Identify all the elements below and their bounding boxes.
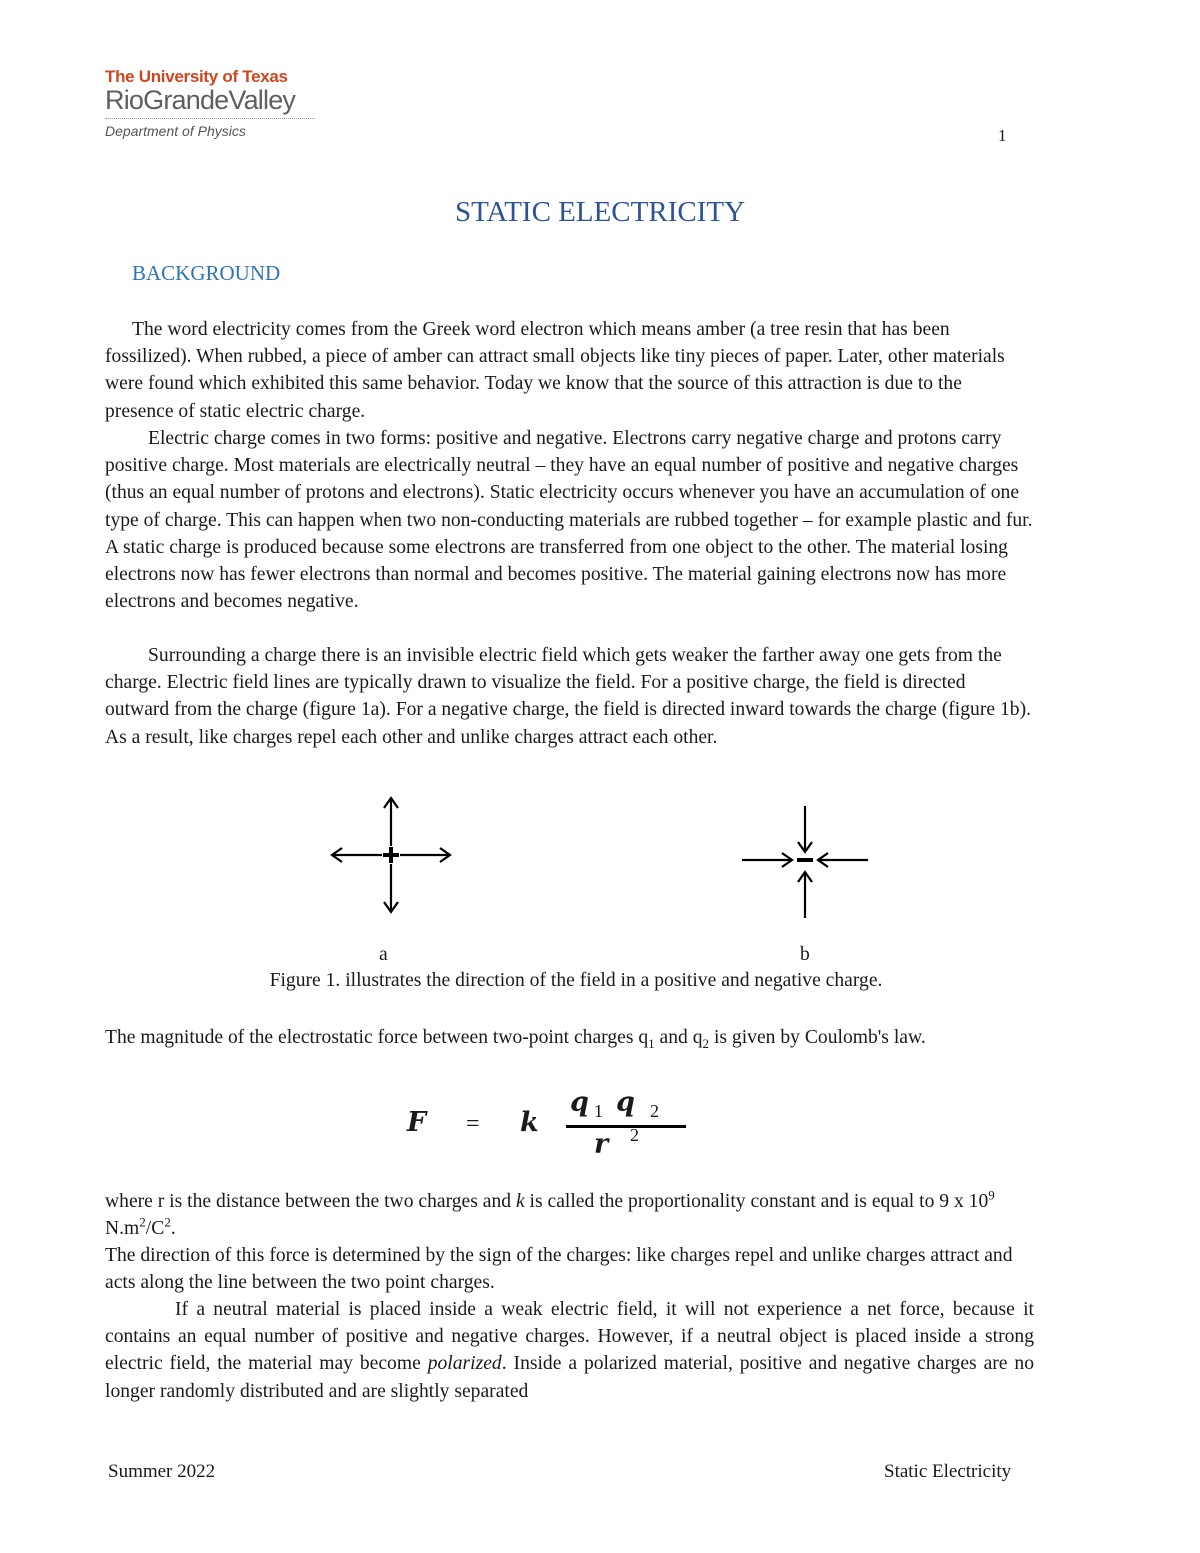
figure-label-a: a <box>379 944 388 965</box>
text: where r is the distance between the two charges and <box>105 1191 516 1212</box>
page-title: STATIC ELECTRICITY <box>454 196 746 228</box>
subscript: 2 <box>702 1035 710 1051</box>
fraction-bar <box>566 1125 686 1128</box>
coulomb-formula <box>380 1083 720 1173</box>
formula-r: r <box>594 1129 609 1160</box>
formula-sub1: 1 <box>594 1101 603 1121</box>
formula-exponent: 2 <box>630 1125 639 1145</box>
emphasis: polarized <box>427 1353 502 1375</box>
figure-label-b: b <box>800 944 810 965</box>
subscript: 1 <box>648 1035 655 1051</box>
formula-q1: q <box>570 1087 589 1118</box>
figure-caption: Figure 1. illustrates the direction of the field in a positive and negative charge. <box>269 970 883 991</box>
footer-right: Static Electricity <box>884 1461 1012 1482</box>
text: If a neutral material is placed inside a weak electric field, it will not experience a net force, because it contains an equal number of positive and negative charges. However, if a neutral object is placed inside a strong electric field, the material may become <box>105 1299 1034 1375</box>
section-heading: BACKGROUND <box>132 261 281 285</box>
text: . Inside a polarized material, positive and negative charges are no longer randomly distributed and are slightly separated <box>105 1353 1034 1402</box>
paragraph-constant <box>105 1188 1034 1242</box>
figure-1a-positive-charge <box>328 792 454 918</box>
paragraph-2: Electric charge comes in two forms: positive and negative. Electrons carry negative charge and protons carry positive charge. Most materials are electrically neutral – they have an equal number of positive and negative charges (thus an equal number of protons and electrons). Static electricity occurs whenever you have an accumulation of one type of charge. This can happen when two non-conducting materials are rubbed together – for example plastic and fur. A static charge is produced because some electrons are transferred from one object to the other. The material losing electrons now has fewer electrons than normal and becomes positive. The material gaining electrons now has more electrons and becomes negative. <box>105 428 1033 613</box>
paragraph-polarization <box>105 1296 1034 1405</box>
superscript: 9 <box>988 1187 995 1203</box>
formula-equals: = <box>466 1111 480 1137</box>
formula-sub2: 2 <box>650 1101 659 1121</box>
logo-university-name: The University of Texas <box>105 67 288 86</box>
superscript: 2 <box>139 1214 146 1230</box>
plus-sign-icon <box>383 847 399 863</box>
logo-campus-name: RioGrandeValley <box>105 85 296 115</box>
formula-F: F <box>407 1107 427 1138</box>
logo-divider <box>105 118 315 119</box>
formula-q2: q <box>616 1087 635 1118</box>
paragraph-3: Surrounding a charge there is an invisible electric field which gets weaker the farther away one gets from the charge. Electric field lines are typically drawn to visualize the field. For a positive charge, the field is directed outward from the charge (figure 1a). For a negative charge, the field is directed inward towards the charge (figure 1b). As a result, like charges repel each other and unlike charges attract each other. <box>105 645 1031 748</box>
superscript: 2 <box>164 1214 171 1230</box>
figure-1b-negative-charge <box>740 800 870 924</box>
text: and q <box>654 1027 703 1048</box>
page-number: 1 <box>998 126 1007 145</box>
text: N.m <box>105 1218 140 1240</box>
constant-k: k <box>515 1191 525 1212</box>
text: . <box>170 1218 176 1240</box>
footer-left: Summer 2022 <box>108 1461 216 1482</box>
text: is called the proportionality constant and is equal to 9 x 10 <box>524 1191 989 1212</box>
paragraph-force-direction: The direction of this force is determined by the sign of the charges: like charges repel and unlike charges attract and acts along the line between the two point charges. <box>105 1245 1013 1294</box>
text: is given by Coulomb's law. <box>709 1027 926 1048</box>
paragraph-1: The word electricity comes from the Greek word electron which means amber (a tree resin that has been fossilized). When rubbed, a piece of amber can attract small objects like tiny pieces of paper. Later, other materials were found which exhibited this same behavior. Today we know that the source of this attraction is due to the presence of static electric charge. <box>105 319 1005 422</box>
formula-k: k <box>520 1107 539 1138</box>
logo-department: Department of Physics <box>105 123 246 139</box>
text: The magnitude of the electrostatic force between two-point charges q <box>105 1027 649 1048</box>
text: /C <box>145 1218 165 1240</box>
paragraph-coulomb-intro <box>105 1024 1034 1051</box>
university-logo <box>105 68 335 139</box>
